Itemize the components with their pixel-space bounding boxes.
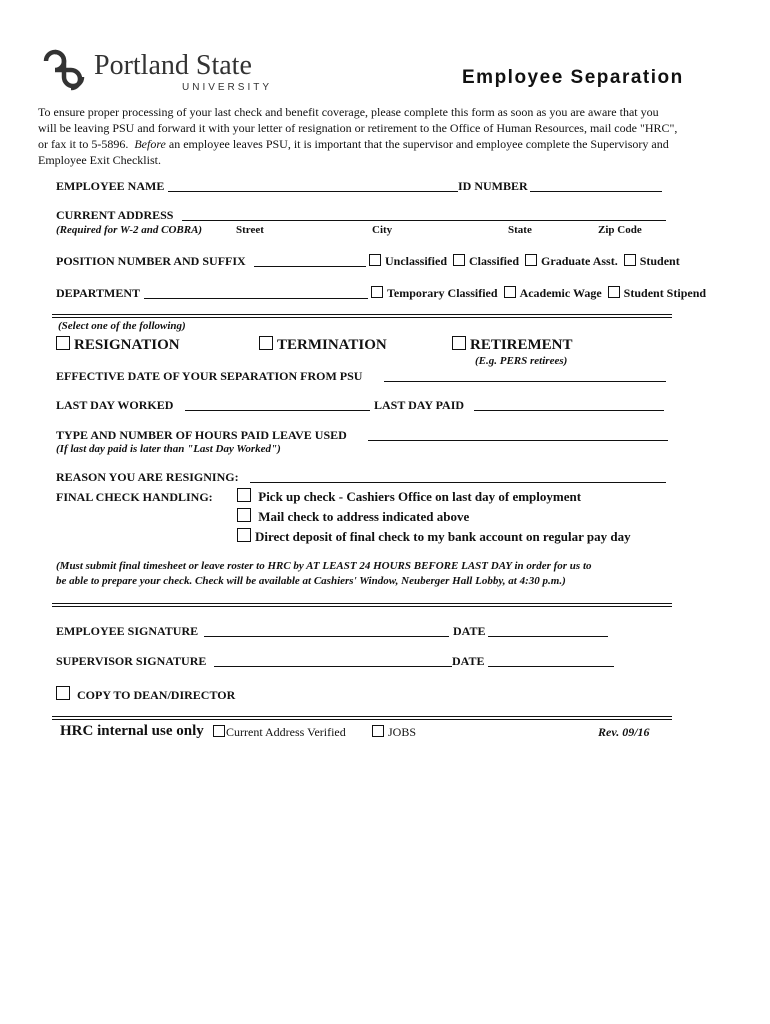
resignation-label: RESIGNATION xyxy=(74,337,180,353)
retirement-option[interactable] xyxy=(452,336,573,354)
copy-to-dean-option[interactable] xyxy=(56,686,235,703)
effective-date-label: EFFECTIVE DATE OF YOUR SEPARATION FROM PSU xyxy=(56,369,363,383)
academic-wage-label: Academic Wage xyxy=(519,286,602,300)
supervisor-signature-label: SUPERVISOR SIGNATURE xyxy=(56,654,207,668)
intro-line-4: Employee Exit Checklist. xyxy=(38,153,161,167)
zip-label: Zip Code xyxy=(598,224,642,236)
logo-name: Portland State xyxy=(94,50,252,81)
direct-deposit-option[interactable] xyxy=(237,528,631,545)
resignation-checkbox[interactable] xyxy=(56,336,70,350)
department-field[interactable] xyxy=(144,298,368,299)
section-divider-1 xyxy=(52,314,672,318)
copy-to-dean-checkbox[interactable] xyxy=(56,686,70,700)
mail-check-option[interactable] xyxy=(237,508,469,525)
department-label: DEPARTMENT xyxy=(56,286,141,300)
resignation-option[interactable] xyxy=(56,336,180,354)
logo-sub: UNIVERSITY xyxy=(182,82,273,93)
current-address-field[interactable] xyxy=(182,220,666,221)
section-divider-3 xyxy=(52,716,672,720)
direct-deposit-checkbox[interactable] xyxy=(237,528,251,542)
employee-name-field[interactable] xyxy=(168,191,458,192)
id-number-label: ID NUMBER xyxy=(458,179,528,193)
copy-to-dean-label: COPY TO DEAN/DIRECTOR xyxy=(77,688,236,702)
student-checkbox[interactable] xyxy=(624,254,636,266)
classified-option[interactable] xyxy=(453,254,519,268)
hrc-label: HRC internal use only xyxy=(60,723,204,739)
address-note: (Required for W-2 and COBRA) xyxy=(56,224,203,236)
classified-label: Classified xyxy=(469,254,520,268)
section-divider-2 xyxy=(52,603,672,607)
student-label: Student xyxy=(639,254,680,268)
employee-date-label: DATE xyxy=(453,624,486,638)
reason-label: REASON YOU ARE RESIGNING: xyxy=(56,470,239,484)
pickup-check-option[interactable] xyxy=(237,488,581,505)
leave-note: (If last day paid is later than "Last Day Worked") xyxy=(56,443,281,455)
reason-field[interactable] xyxy=(250,482,666,483)
employee-date-field[interactable] xyxy=(488,636,608,637)
employee-name-label: EMPLOYEE NAME xyxy=(56,179,165,193)
retirement-note: (E.g. PERS retirees) xyxy=(475,355,568,367)
unclassified-checkbox[interactable] xyxy=(369,254,381,266)
temporary-classified-label: Temporary Classified xyxy=(387,286,498,300)
select-note: (Select one of the following) xyxy=(58,320,186,332)
student-stipend-checkbox[interactable] xyxy=(608,286,620,298)
last-day-paid-label: LAST DAY PAID xyxy=(374,398,465,412)
leave-hours-field[interactable] xyxy=(368,440,668,441)
temporary-classified-checkbox[interactable] xyxy=(371,286,383,298)
termination-label: TERMINATION xyxy=(277,337,387,353)
position-number-field[interactable] xyxy=(254,266,366,267)
effective-date-field[interactable] xyxy=(384,381,666,382)
intro-paragraph xyxy=(38,104,677,168)
direct-deposit-label: Direct deposit of final check to my bank account on regular pay day xyxy=(255,529,631,544)
intro-line-1: To ensure proper processing of your last check and benefit coverage, please complete this form as soon as you are aware that you xyxy=(38,105,659,119)
state-label: State xyxy=(508,224,532,236)
leave-hours-label: TYPE AND NUMBER OF HOURS PAID LEAVE USED xyxy=(56,428,347,442)
student-option[interactable] xyxy=(624,254,680,268)
jobs-label: JOBS xyxy=(388,725,417,739)
retirement-checkbox[interactable] xyxy=(452,336,466,350)
academic-wage-option[interactable] xyxy=(504,286,602,300)
city-label: City xyxy=(372,224,393,236)
last-day-paid-field[interactable] xyxy=(474,410,664,411)
supervisor-date-field[interactable] xyxy=(488,666,614,667)
pickup-check-checkbox[interactable] xyxy=(237,488,251,502)
unclassified-label: Unclassified xyxy=(385,254,448,268)
termination-checkbox[interactable] xyxy=(259,336,273,350)
intro-line-3a: or fax it to 5-5896. xyxy=(38,137,129,151)
graduate-asst-label: Graduate Asst. xyxy=(541,254,618,268)
department-types xyxy=(371,286,706,301)
last-day-worked-field[interactable] xyxy=(185,410,370,411)
graduate-asst-checkbox[interactable] xyxy=(525,254,537,266)
student-stipend-option[interactable] xyxy=(608,286,706,300)
current-address-label: CURRENT ADDRESS xyxy=(56,208,174,222)
last-day-worked-label: LAST DAY WORKED xyxy=(56,398,174,412)
check-notice-line-2: be able to prepare your check. Check will be available at Cashiers' Window, Neuberger Hall Lobby, at 4:30 p.m.) xyxy=(56,575,566,587)
psu-logo-mark-icon xyxy=(38,44,88,94)
check-notice xyxy=(56,559,592,589)
final-check-label: FINAL CHECK HANDLING: xyxy=(56,490,213,504)
street-label: Street xyxy=(236,224,264,236)
termination-option[interactable] xyxy=(259,336,387,354)
intro-before: Before xyxy=(134,137,166,151)
unclassified-option[interactable] xyxy=(369,254,447,268)
mail-check-checkbox[interactable] xyxy=(237,508,251,522)
retirement-label: RETIREMENT xyxy=(470,337,573,353)
form-title: Employee Separation xyxy=(462,67,684,88)
address-verified-option[interactable] xyxy=(213,725,346,740)
supervisor-date-label: DATE xyxy=(452,654,485,668)
check-notice-line-1: (Must submit final timesheet or leave roster to HRC by AT LEAST 24 HOURS BEFORE LAST DAY in order for us to xyxy=(56,560,592,572)
mail-check-label: Mail check to address indicated above xyxy=(258,509,470,524)
jobs-option[interactable] xyxy=(372,725,416,740)
temporary-classified-option[interactable] xyxy=(371,286,498,300)
position-types xyxy=(369,254,680,269)
academic-wage-checkbox[interactable] xyxy=(504,286,516,298)
employee-signature-field[interactable] xyxy=(204,636,449,637)
intro-line-2: will be leaving PSU and forward it with your letter of resignation or retirement to the Office of Human Resources, mail code "HRC", xyxy=(38,121,678,135)
supervisor-signature-field[interactable] xyxy=(214,666,452,667)
intro-line-3 xyxy=(38,136,677,152)
id-number-field[interactable] xyxy=(530,191,662,192)
intro-line-3b: an employee leaves PSU, it is important that the supervisor and employee complete the Supervisory and xyxy=(165,137,669,151)
employee-signature-label: EMPLOYEE SIGNATURE xyxy=(56,624,199,638)
pickup-check-label: Pick up check - Cashiers Office on last day of employment xyxy=(258,489,582,504)
student-stipend-label: Student Stipend xyxy=(623,286,707,300)
jobs-checkbox[interactable] xyxy=(372,725,384,737)
classified-checkbox[interactable] xyxy=(453,254,465,266)
graduate-asst-option[interactable] xyxy=(525,254,618,268)
position-number-label: POSITION NUMBER AND SUFFIX xyxy=(56,254,246,268)
address-verified-label: Current Address Verified xyxy=(226,725,346,739)
address-verified-checkbox[interactable] xyxy=(213,725,225,737)
revision-label: Rev. 09/16 xyxy=(598,725,650,739)
